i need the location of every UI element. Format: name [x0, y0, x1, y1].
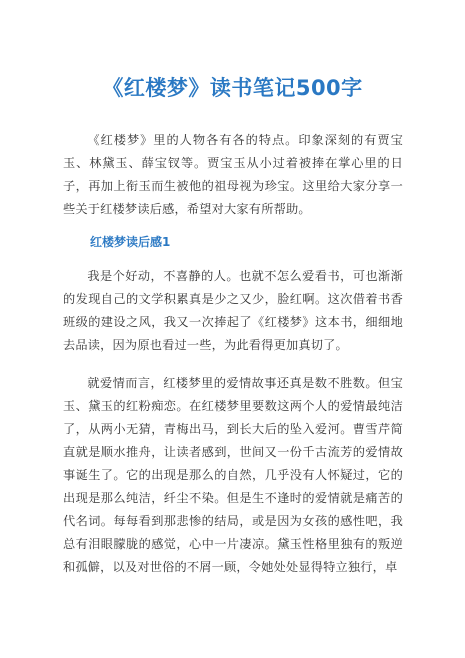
body-paragraph-2: 就爱情而言，红楼梦里的爱情故事还真是数不胜数。但宝玉、黛玉的红粉痴恋。在红楼梦里要数这两个人的爱情最纯洁了，从两小无猜，青梅出马，到长大后的坠入爱河。曹雪芹简直就是顺水推舟，让读者感到，世间又一份千古流芳的爱情故事诞生了。它的出现是那么的自然，几乎没有人怀疑过，它的出现是那么纯洁，纤尘不染。但是生不逢时的爱情就是痛苦的代名词。每每看到那悲惨的结局，或是因为女孩的感性吧，我总有泪眼朦胧的感觉，心中一片凄凉。黛玉性格里独有的叛逆和孤僻，以及对世俗的不屑一顾，令她处处显得特立独行，卓: [63, 376, 403, 574]
intro-paragraph: 《红楼梦》里的人物各有各的特点。印象深刻的有贾宝玉、林黛玉、薛宝钗等。贾宝玉从小过着被捧在掌心里的日子，再加上衔玉而生被他的祖母视为珍宝。这里给大家分享一些关于红楼梦读后感，希望对大家有所帮助。: [63, 133, 403, 216]
body-paragraph-1: 我是个好动，不喜静的人。也就不怎么爱看书，可也渐渐的发现自己的文学积累真是少之又少，脸红啊。这次借着书香班级的建设之风，我又一次捧起了《红楼梦》这本书，细细地去品读，因为原也看过一些，为此看得更加真切了。: [63, 269, 403, 352]
page-title: 《红楼梦》读书笔记500字: [102, 76, 363, 101]
section-heading: 红楼梦读后感1: [90, 235, 171, 249]
